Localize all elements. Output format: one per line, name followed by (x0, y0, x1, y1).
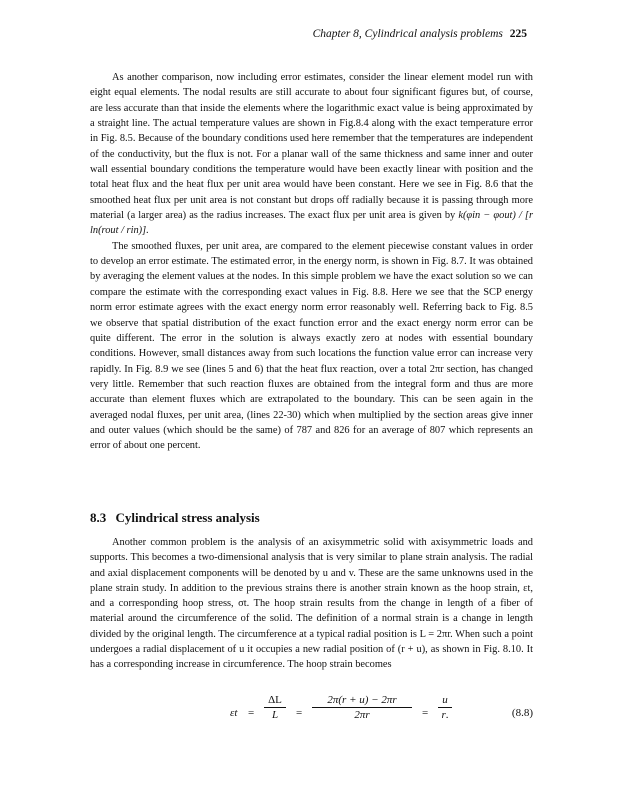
fraction-circumference (312, 694, 412, 721)
equals-sign: = (248, 707, 255, 719)
equation-8-8 (230, 694, 533, 736)
fraction-3-denominator (438, 708, 452, 721)
section-heading (90, 510, 266, 526)
paragraph-1 (90, 70, 533, 239)
fraction-3-denominator-text: r (441, 709, 446, 721)
running-title: Chapter 8, Cylindrical analysis problems (312, 28, 503, 40)
equation-number: (8.8) (511, 707, 533, 719)
running-head (313, 28, 527, 40)
fraction-u-over-r (438, 694, 452, 721)
paragraph-3: Another common problem is the analysis of an axisymmetric solid with axisymmetric loads and supports. This becomes a two-dimensional analysis that is very similar to plane strain analysis. The radial and axial displacement components will be denoted by u and v. These are the same unknowns used in the plane strain study. In addition to the previous strains there is another strain known as the hoop strain, εt, and a corresponding hoop stress, σt. The hoop strain results from the change in length of a fiber of material around the circumference of the solid. The definition of a normal strain is a change in length divided by the original length. The circumference at a typical radial position is L = 2πr. When such a point undergoes a radial displacement of u it occupies a new radial position of (r + u), as shown in Fig. 8.10. It has a corresponding increase in circumference. The hoop strain becomes (90, 537, 533, 671)
fraction-2-numerator: 2π(r + u) − 2πr (312, 694, 412, 708)
equals-sign: = (296, 707, 303, 719)
equation-lhs: εt (230, 707, 238, 719)
page-number: 225 (509, 28, 527, 40)
exact-flux-formula: k(φin − φout) / [r ln(rout / rin)]. (90, 210, 533, 237)
body-text-bottom (90, 535, 533, 673)
section-title: Cylindrical stress analysis (115, 510, 260, 525)
fraction-3-numerator: u (438, 694, 452, 708)
fraction-delta-l (264, 694, 286, 721)
fraction-1-denominator: L (271, 709, 279, 721)
body-text-top (90, 70, 533, 454)
fraction-1-numerator: ΔL (264, 694, 286, 708)
equals-sign: = (422, 707, 429, 719)
paragraph-1-text: As another comparison, now including error estimates, consider the linear element model run with eight equal elements. The nodal results are still accurate to about four significant figures but, of course, are less accurate than that inside the elements where the logarithmic exact value is being approximated by a straight line. The actual temperature values are shown in Fig.8.4 along with the exact temperature error in Fig. 8.5. Because of the boundary conditions used here remember that the temperatures are independent of the conductivity, but the flux is not. For a planar wall of the same thickness and same inner and outer wall essential boundary conditions the temperature would have been exactly linear with position and the total heat flux and the heat flux per unit area would have been constant. Here we see in Fig. 8.6 that the smoothed heat flux per unit area is not constant but drops off radially because it is passing through more material (a larger area) as the radius increases. The exact flux per unit area is given by (90, 72, 533, 222)
fraction-2-denominator: 2πr (354, 709, 370, 721)
equation-period: . (445, 709, 449, 721)
section-number: 8.3 (90, 510, 107, 525)
paragraph-2: The smoothed fluxes, per unit area, are compared to the element piecewise constant values in order to develop an error estimate. The estimated error, in the energy norm, is shown in Fig. 8.7. It was obtained by averaging the element values at the nodes. In this simple problem we have the exact solution so we can compare the estimate with the corresponding exact values in Fig. 8.8. Here we see that the SCP energy norm error estimate agrees with the exact energy norm error reasonably well. Referring back to Fig. 8.5 we observe that spatial distribution of the exact function error and the exact energy norm error can be quite different. The error in the solution is always exactly zero at nodes with essential boundary conditions. However, small distances away from such locations the function value error can increase very rapidly. In Fig. 8.9 we see (lines 5 and 6) that the heat flux reaction, over a total 2πr section, has changed very little. Remember that such reaction fluxes are obtained from the integral form and thus are more accurate than element fluxes which are extrapolated to the boundary. This can be seen again in the averaged nodal fluxes, per unit area, (lines 22-30) which when multiplied by the section areas give inner and outer values (which should be the same) of 787 and 826 for an average of 807 which represents an error of about one percent. (90, 240, 533, 452)
